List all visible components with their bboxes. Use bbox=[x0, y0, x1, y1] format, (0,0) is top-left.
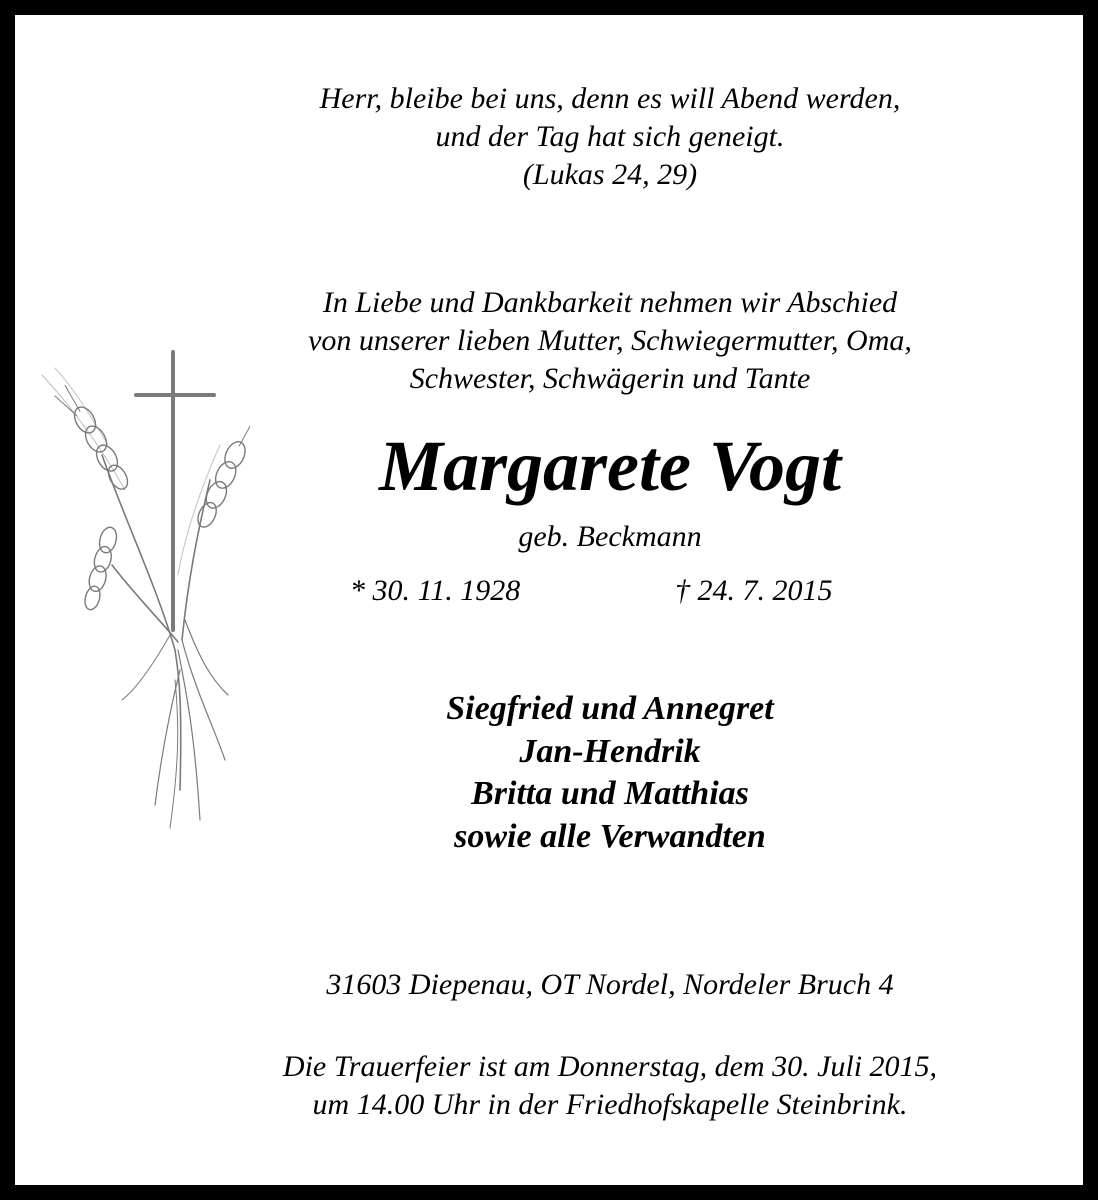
deceased-name: Margarete Vogt bbox=[378, 426, 842, 506]
mourner-line-4: sowie alle Verwandten bbox=[454, 817, 766, 855]
verse-reference: (Lukas 24, 29) bbox=[522, 158, 698, 191]
mourner-line-3: Britta und Matthias bbox=[471, 775, 749, 812]
mourner-line-1: Siegfried und Annegret bbox=[446, 690, 774, 727]
service-line-1: Die Trauerfeier ist am Donnerstag, dem 30. Juli 2015, bbox=[282, 1050, 938, 1083]
mourners-list bbox=[150, 688, 1070, 858]
verse-line-1: Herr, bleibe bei uns, denn es will Abend werden, bbox=[319, 82, 901, 115]
mourner-line-2: Jan-Hendrik bbox=[519, 732, 701, 770]
death-date: † 24. 7. 2015 bbox=[675, 574, 833, 607]
birth-name: geb. Beckmann bbox=[518, 520, 702, 553]
birth-date: * 30. 11. 1928 bbox=[350, 574, 521, 607]
farewell-line-3: Schwester, Schwägerin und Tante bbox=[409, 362, 811, 395]
farewell-line-1: In Liebe und Dankbarkeit nehmen wir Abschied bbox=[322, 286, 898, 319]
life-dates bbox=[350, 572, 870, 612]
farewell-text bbox=[150, 284, 1070, 398]
bible-verse bbox=[150, 80, 1070, 194]
funeral-service-info bbox=[150, 1048, 1070, 1124]
service-line-2: um 14.00 Uhr in der Friedhofskapelle Steinbrink. bbox=[312, 1088, 908, 1121]
farewell-line-2: von unserer lieben Mutter, Schwiegermutter, Oma, bbox=[308, 324, 912, 357]
mourner-address: 31603 Diepenau, OT Nordel, Nordeler Bruch 4 bbox=[326, 968, 894, 1001]
verse-line-2: und der Tag hat sich geneigt. bbox=[435, 120, 785, 153]
cross-with-wheat-icon bbox=[30, 350, 250, 830]
